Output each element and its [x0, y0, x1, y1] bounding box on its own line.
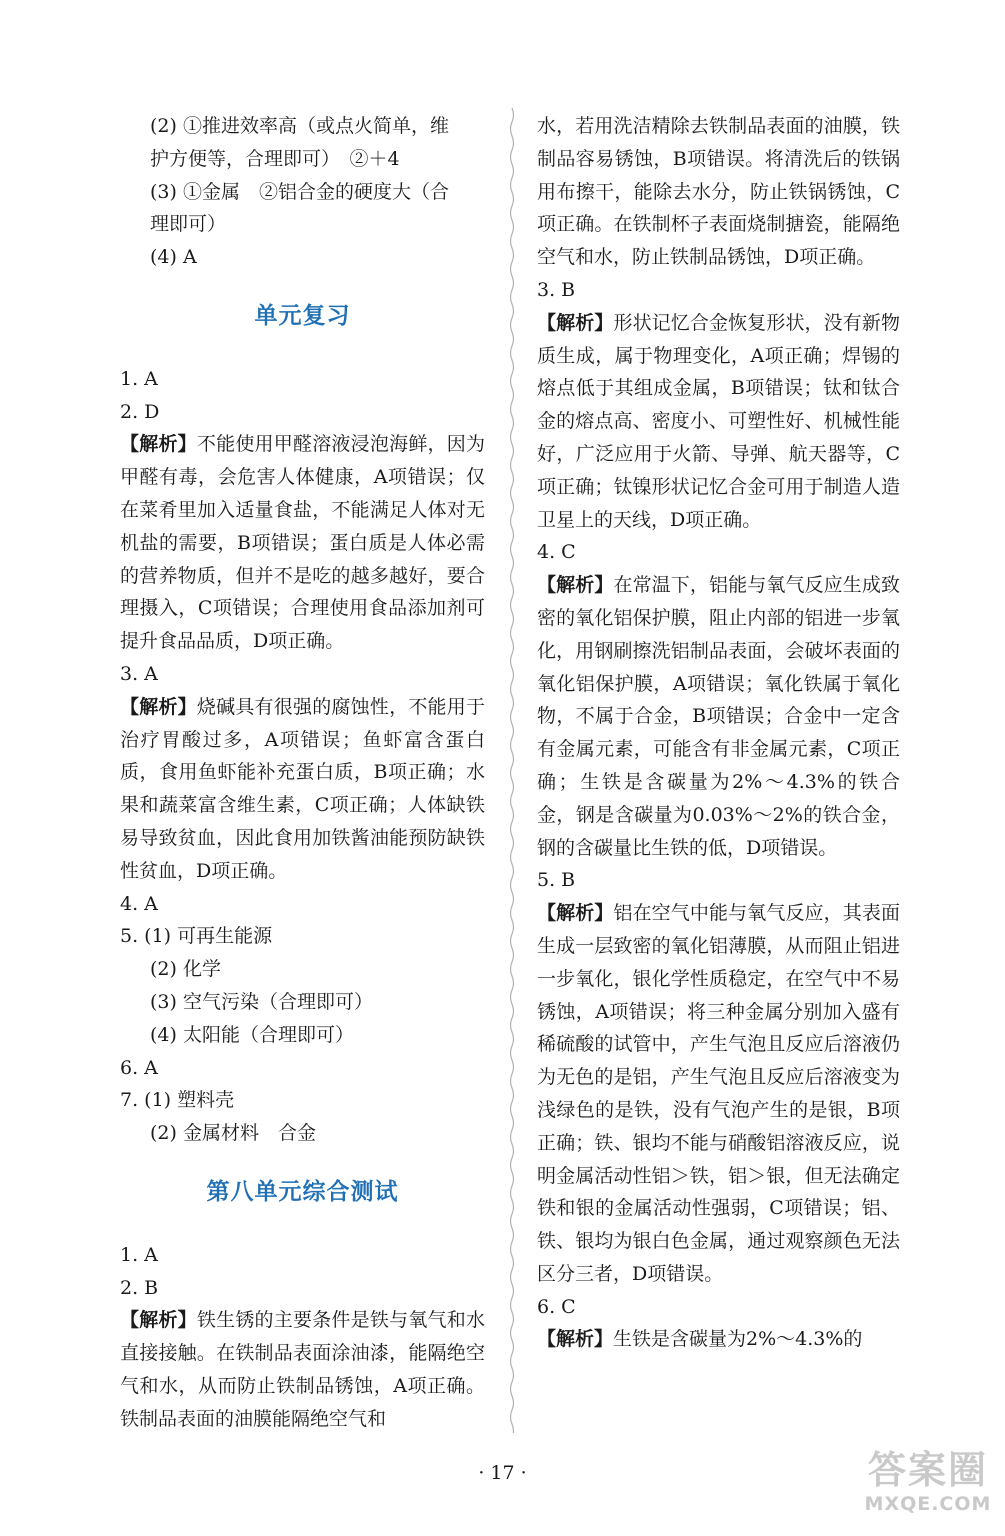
paragraph-text: 3. A	[120, 662, 158, 685]
answer-line	[120, 953, 485, 986]
answer-line	[537, 1291, 900, 1324]
answer-line	[120, 363, 485, 396]
paragraph-text: 7. (1) 塑料壳	[120, 1089, 235, 1112]
analysis-tag: 【解析】	[537, 1328, 614, 1351]
paragraph-text: 生铁是含碳量为2%～4.3%的	[613, 1328, 863, 1351]
answer-line	[537, 864, 900, 897]
paragraph-text: 3. B	[537, 278, 576, 301]
paragraph-text: 1. A	[120, 367, 158, 390]
paragraph-text: (4) 太阳能（合理即可）	[150, 1023, 354, 1046]
answer-line	[120, 1084, 485, 1117]
analysis-paragraph	[537, 307, 900, 537]
paragraph-text: 在常温下，铝能与氧气反应生成致密的氧化铝保护膜，阻止内部的铝进一步氧化，用钢刷擦洗铝制品表面，会破坏表面的氧化铝保护膜，A项错误；氧化铁属于氧化物，不属于合金，B项错误；合金中一定含有金属元素，可能含有非金属元素，C项正确；生铁是含碳量为2%～4.3%的铁合金，钢是含碳量为0.03%～2%的铁合金，钢的含碳量比生铁的低，D项错误。	[537, 574, 900, 859]
answer-line	[120, 1272, 485, 1305]
paragraph-text: 4. A	[120, 892, 158, 915]
analysis-tag: 【解析】	[120, 1309, 197, 1332]
column-divider	[500, 108, 524, 1433]
answer-line	[120, 241, 485, 274]
answer-line	[120, 1239, 485, 1272]
analysis-tag: 【解析】	[537, 311, 614, 334]
paragraph-text: (2) 化学	[150, 958, 221, 981]
page-number: · 17 ·	[478, 1462, 527, 1484]
watermark-logo	[863, 1448, 993, 1522]
paragraph-text: (4) A	[150, 246, 197, 269]
analysis-tag: 【解析】	[120, 695, 197, 718]
answer-line	[537, 536, 900, 569]
analysis-paragraph	[120, 428, 485, 658]
answer-line	[120, 658, 485, 691]
answer-line	[537, 274, 900, 307]
paragraph-text: 铁生锈的主要条件是铁与氧气和水直接接触。在铁制品表面涂油漆，能隔绝空气和水，从而防止铁制品锈蚀，A项正确。铁制品表面的油膜能隔绝空气和	[120, 1309, 485, 1430]
paragraph-text: 2. D	[120, 400, 160, 423]
answer-line	[120, 208, 485, 241]
answer-line	[120, 1019, 485, 1052]
answer-line	[120, 1117, 485, 1150]
analysis-tag: 【解析】	[120, 433, 197, 456]
right-column	[537, 110, 900, 1356]
analysis-paragraph	[120, 691, 485, 888]
paragraph-text: (2) ①推进效率高（或点火简单，维	[150, 115, 449, 137]
paragraph-text: 烧碱具有很强的腐蚀性，不能用于治疗胃酸过多，A项错误；鱼虾富含蛋白质，食用鱼虾能补充蛋白质，B项正确；水果和蔬菜富含维生素，C项正确；人体缺铁易导致贫血，因此食用加铁酱油能预防缺铁性贫血，D项正确。	[120, 695, 485, 882]
analysis-paragraph	[537, 569, 900, 864]
paragraph-text: 水，若用洗洁精除去铁制品表面的油膜，铁制品容易锈蚀，B项错误。将清洗后的铁锅用布擦干，能除去水分，防止铁锅锈蚀，C项正确。在铁制杯子表面烧制搪瓷，能隔绝空气和水，防止铁制品锈蚀，D项正确。	[537, 115, 900, 269]
paragraph-text: 不能使用甲醛溶液浸泡海鲜，因为甲醛有毒，会危害人体健康，A项错误；仅在菜肴里加入适量食盐，不能满足人体对无机盐的需要，B项错误；蛋白质是人体必需的营养物质，但并不是吃的越多越好，要合理摄入，C项错误；合理使用食品添加剂可提升食品品质，D项正确。	[120, 433, 485, 653]
answer-line	[120, 1052, 485, 1085]
analysis-paragraph	[537, 897, 900, 1291]
analysis-tag: 【解析】	[537, 574, 614, 597]
analysis-tag: 【解析】	[537, 902, 614, 925]
paragraph-text: 2. B	[120, 1276, 159, 1299]
answer-line	[120, 396, 485, 429]
answer-line	[120, 888, 485, 921]
answer-line	[120, 143, 485, 176]
paragraph-text: 5. B	[537, 869, 576, 892]
paragraph-text: 理即可）	[150, 213, 227, 236]
paragraph-text: 6. C	[537, 1295, 576, 1318]
section-heading: 单元复习	[254, 302, 351, 329]
analysis-paragraph	[537, 1323, 900, 1356]
answer-line	[120, 110, 485, 143]
answer-line	[120, 176, 485, 209]
watermark-title: 答案圈	[867, 1448, 988, 1492]
paragraph-text: (3) ①金属 ②铝合金的硬度大（合	[150, 180, 449, 203]
answer-line	[120, 986, 485, 1019]
analysis-paragraph	[120, 1304, 485, 1435]
paragraph-text: (2) 金属材料 合金	[150, 1122, 316, 1145]
section-heading: 第八单元综合测试	[206, 1178, 399, 1205]
paragraph-text: 1. A	[120, 1243, 158, 1266]
paragraph-text: 形状记忆合金恢复形状，没有新物质生成，属于物理变化，A项正确；焊锡的熔点低于其组成金属，B项错误；钛和钛合金的熔点高、密度小、可塑性好、机械性能好，广泛应用于火箭、导弹、航天器等，C项正确；钛镍形状记忆合金可用于制造人造卫星上的天线，D项正确。	[537, 311, 900, 531]
paragraph-text: 铝在空气中能与氧气反应，其表面生成一层致密的氧化铝薄膜，从而阻止铝进一步氧化，银化学性质稳定，在空气中不易锈蚀，A项错误；将三种金属分别加入盛有稀硫酸的试管中，产生气泡且反应后溶液仍为无色的是铝，产生气泡且反应后溶液变为浅绿色的是铁，没有气泡产生的是银，B项正确；铁、银均不能与硝酸铝溶液反应，说明金属活动性铝＞铁，铝＞银，但无法确定铁和银的金属活动性强弱，C项错误；铝、铁、银均为银白色金属，通过观察颜色无法区分三者，D项错误。	[537, 902, 900, 1285]
paragraph-text: 5. (1) 可再生能源	[120, 925, 273, 948]
left-column	[120, 110, 485, 1435]
paragraph-text: (3) 空气污染（合理即可）	[150, 990, 373, 1013]
answer-line	[537, 110, 900, 274]
paragraph-text: 4. C	[537, 541, 576, 564]
paragraph-text: 护方便等，合理即可） ②＋4	[150, 147, 400, 170]
watermark-url: MXQE.COM	[864, 1493, 992, 1515]
answer-line	[120, 920, 485, 953]
paragraph-text: 6. A	[120, 1056, 158, 1079]
